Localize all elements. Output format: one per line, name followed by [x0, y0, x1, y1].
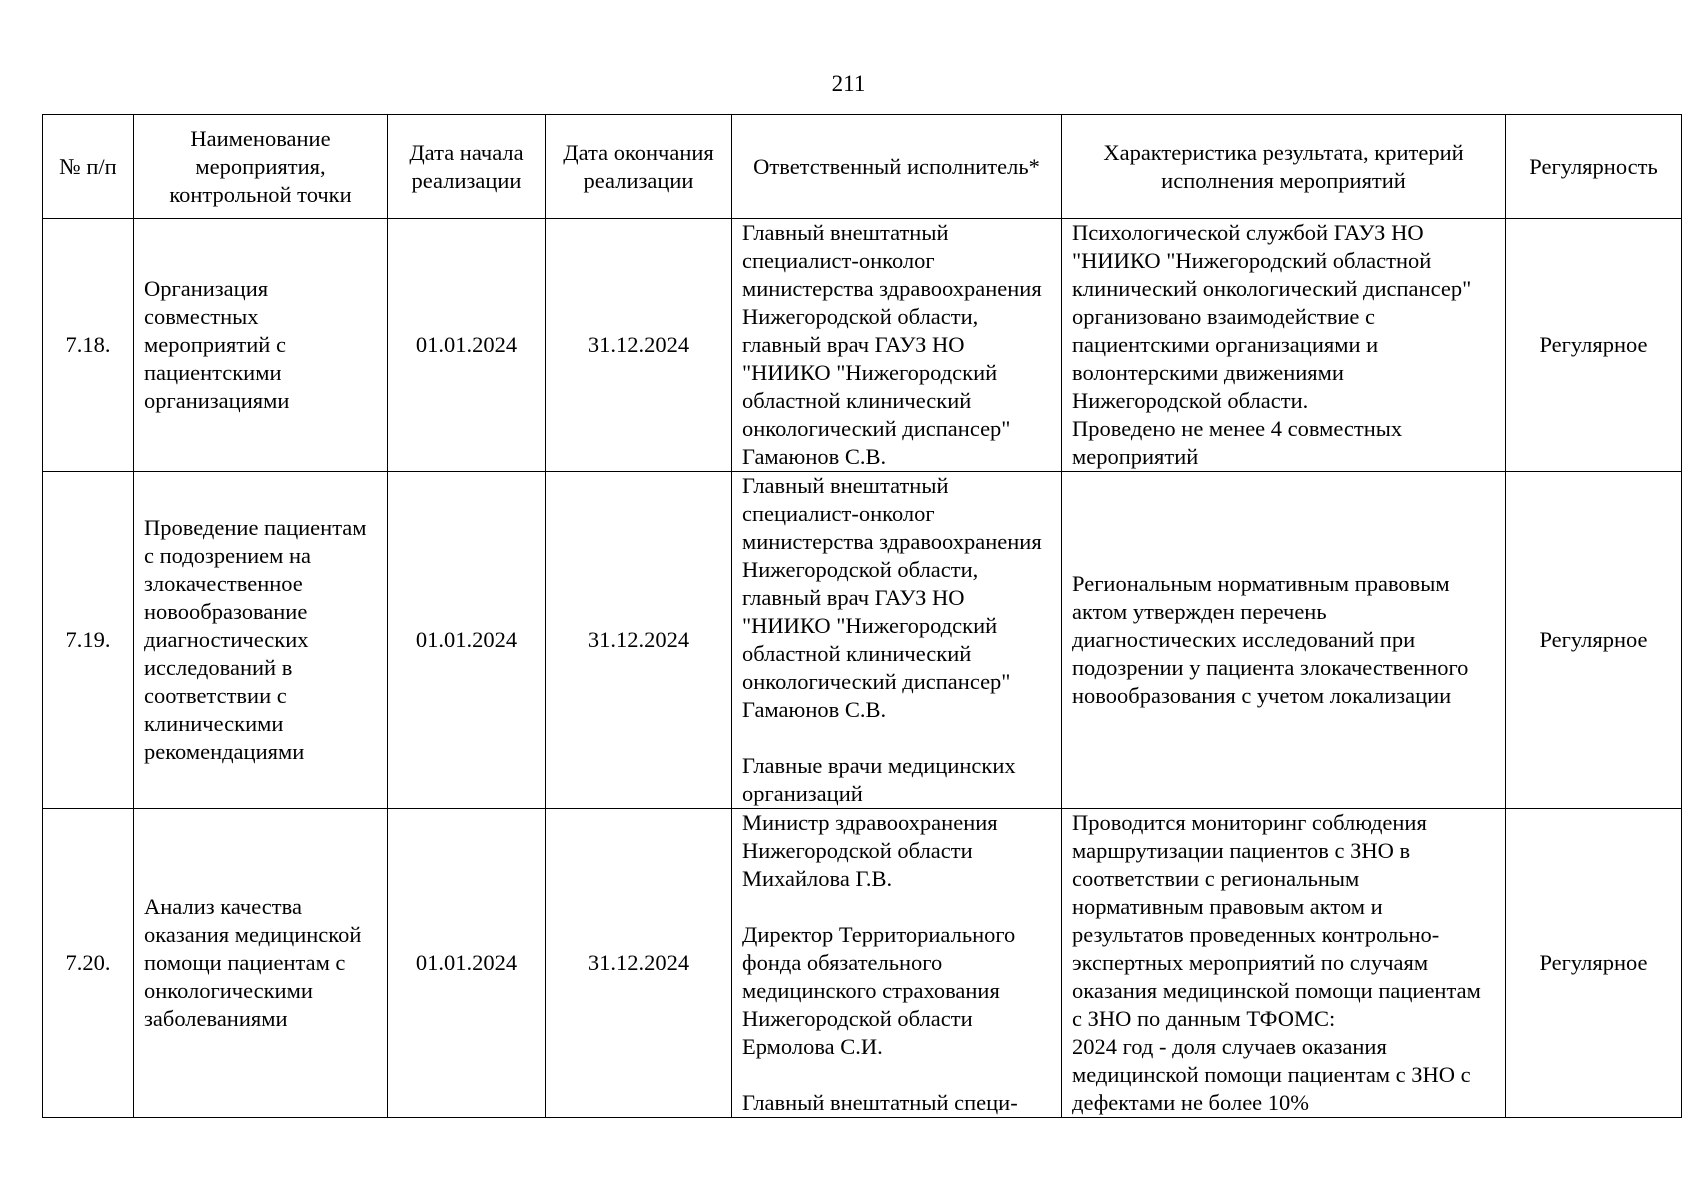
row-number: 7.20.: [43, 809, 134, 1118]
executor: Главный внештатный специалист-онколог министерства здравоохранения Нижегородской области, главный врач ГАУЗ НО "НИИКО "Нижегородский областной клинический онкологический диспансер" Гамаюнов С.В. Главные врачи медицинских организаций: [732, 472, 1062, 809]
regularity: Регулярное: [1506, 472, 1682, 809]
end-date: 31.12.2024: [546, 809, 732, 1118]
start-date: 01.01.2024: [388, 219, 546, 472]
row-number: 7.19.: [43, 472, 134, 809]
regularity: Регулярное: [1506, 219, 1682, 472]
header-regularity: Регулярность: [1506, 115, 1682, 219]
header-result: Характеристика результата, критерий исполнения мероприятий: [1062, 115, 1506, 219]
start-date: 01.01.2024: [388, 472, 546, 809]
regularity: Регулярное: [1506, 809, 1682, 1118]
header-end-date: Дата окончания реализации: [546, 115, 732, 219]
end-date: 31.12.2024: [546, 472, 732, 809]
header-start-date: Дата начала реализации: [388, 115, 546, 219]
activity-name: Организация совместных мероприятий с пациентскими организациями: [134, 219, 388, 472]
table-row: [43, 219, 1682, 472]
activity-name: Анализ качества оказания медицинской помощи пациентам с онкологическими заболеваниями: [134, 809, 388, 1118]
page-number: 211: [831, 71, 866, 96]
table-row: [43, 472, 1682, 809]
end-date: 31.12.2024: [546, 219, 732, 472]
activity-name: Проведение пациентам с подозрением на злокачественное новообразование диагностических исследований в соответствии с клиническими рекомендациями: [134, 472, 388, 809]
row-number: 7.18.: [43, 219, 134, 472]
result-description: Проводится мониторинг соблюдения маршрутизации пациентов с ЗНО в соответствии с региональным нормативным правовым актом и результатов проведенных контрольно-экспертных мероприятий по случаям оказания медицинской помощи пациентам с ЗНО по данным ТФОМС: 2024 год - доля случаев оказания медицинской помощи пациентам с ЗНО с дефектами не более 10%: [1062, 809, 1506, 1118]
activities-table: [42, 114, 1682, 1118]
executor: Министр здравоохранения Нижегородской области Михайлова Г.В. Директор Территориального фонда обязательного медицинского страхования Нижегородской области Ермолова С.И. Главный внештатный специ-: [732, 809, 1062, 1118]
table-row: [43, 809, 1682, 1118]
table-header: [43, 115, 1682, 219]
header-row: [43, 115, 1682, 219]
header-activity-name: Наименование мероприятия, контрольной точки: [134, 115, 388, 219]
header-number: № п/п: [43, 115, 134, 219]
executor: Главный внештатный специалист-онколог министерства здравоохранения Нижегородской области, главный врач ГАУЗ НО "НИИКО "Нижегородский областной клинический онкологический диспансер" Гамаюнов С.В.: [732, 219, 1062, 472]
result-description: Региональным нормативным правовым актом утвержден перечень диагностических исследований при подозрении у пациента злокачественного новообразования с учетом локализации: [1062, 472, 1506, 809]
header-executor: Ответственный исполнитель*: [732, 115, 1062, 219]
result-description: Психологической службой ГАУЗ НО "НИИКО "Нижегородский областной клинический онкологический диспансер" организовано взаимодействие с пациентскими организациями и волонтерскими движениями Нижегородской области. Проведено не менее 4 совместных мероприятий: [1062, 219, 1506, 472]
start-date: 01.01.2024: [388, 809, 546, 1118]
